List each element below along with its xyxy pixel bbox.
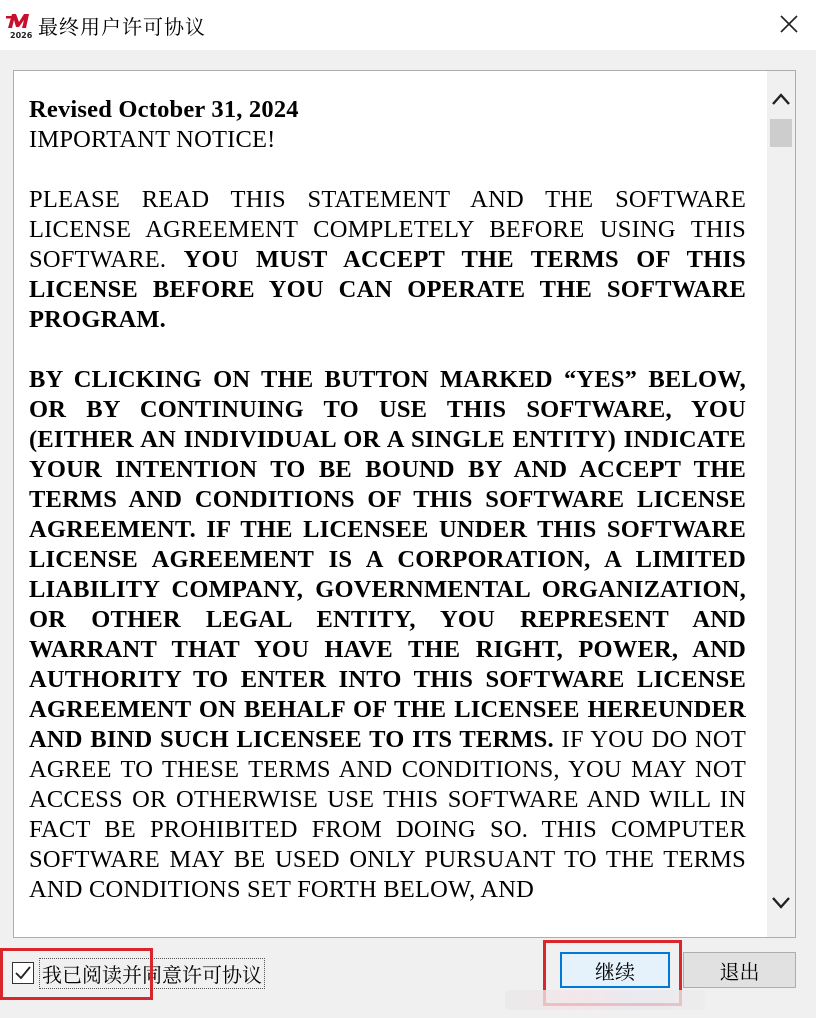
license-paragraph-2 [29, 365, 746, 905]
paragraph-1-normal: PLEASE READ THIS STATEMENT AND THE SOFTWARE LICENSE AGREEMENT COMPLETELY BEFORE USING THIS SOFTWARE. [29, 186, 746, 273]
scroll-thumb[interactable] [770, 119, 792, 147]
agree-checkbox-row[interactable] [12, 958, 265, 988]
paragraph-2-bold: BY CLICKING ON THE BUTTON MARKED “YES” BELOW, OR BY CONTINUING TO USE THIS SOFTWARE, YOU (EITHER AN INDIVIDUAL OR A SINGLE ENTITY) INDICATE YOUR INTENTION TO BE BOUND BY AND ACCEPT THE TERMS AND CONDITIONS OF THIS SOFTWARE LICENSE AGREEMENT. IF THE LICENSEE UNDER THIS SOFTWARE LICENSE AGREEMENT IS A CORPORATION, A LIMITED LIABILITY COMPANY, GOVERNMENTAL ORGANIZATION, OR OTHER LEGAL ENTITY, YOU REPRESENT AND WARRANT THAT YOU HAVE THE RIGHT, POWER, AND AUTHORITY TO ENTER INTO THIS SOFTWARE LICENSE AGREEMENT ON BEHALF OF THE LICENSEE HEREUNDER AND BIND SUCH LICENSEE TO ITS TERMS. [29, 366, 746, 753]
checkmark-icon [15, 966, 31, 980]
paragraph-1-bold: YOU MUST ACCEPT THE TERMS OF THIS LICENSE BEFORE YOU CAN OPERATE THE SOFTWARE PROGRAM. [29, 246, 746, 333]
scroll-up-button[interactable] [767, 83, 795, 115]
continue-button[interactable]: 继续 [560, 952, 670, 988]
watermark-blur [505, 990, 705, 1010]
close-icon [780, 15, 798, 33]
revision-date: Revised October 31, 2024 [29, 96, 299, 123]
close-button[interactable] [772, 8, 806, 40]
exit-button[interactable]: 退出 [683, 952, 796, 988]
license-text-area[interactable] [13, 70, 796, 938]
license-paragraph-1 [29, 185, 746, 335]
chevron-down-icon [771, 896, 791, 910]
agree-checkbox[interactable] [12, 962, 34, 984]
paragraph-2-normal: IF YOU DO NOT AGREE TO THESE TERMS AND CONDITIONS, YOU MAY NOT ACCESS OR OTHERWISE USE THIS SOFTWARE AND WILL IN FACT BE PROHIBITED FROM DOING SO. THIS COMPUTER SOFTWARE MAY BE USED ONLY PURSUANT TO THE TERMS AND CONDITIONS SET FORTH BELOW, AND [29, 726, 746, 903]
scroll-down-button[interactable] [767, 887, 795, 919]
app-logo-icon [6, 10, 36, 40]
window-title: 最终用户许可协议 [38, 15, 206, 39]
important-notice: IMPORTANT NOTICE! [29, 126, 276, 153]
agree-label[interactable]: 我已阅读并同意许可协议 [39, 958, 265, 989]
app-icon-year: 2026 [10, 31, 33, 40]
title-bar [0, 0, 816, 50]
chevron-up-icon [771, 92, 791, 106]
vertical-scrollbar[interactable] [767, 71, 795, 937]
license-content [29, 95, 746, 935]
